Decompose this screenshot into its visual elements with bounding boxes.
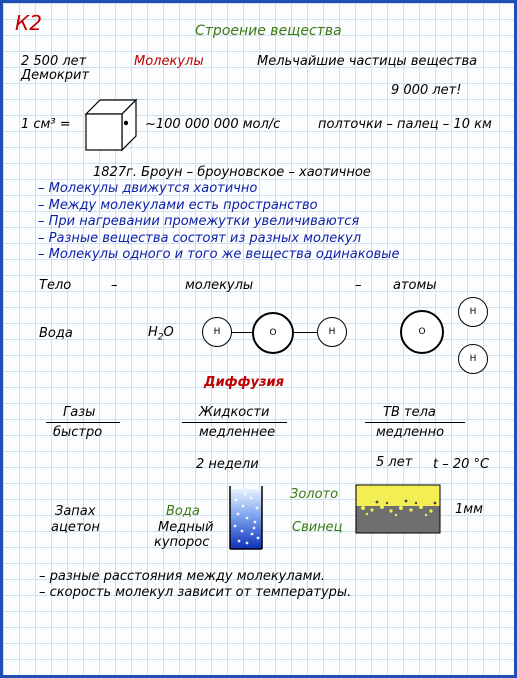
fact-item: – Между молекулами есть пространство bbox=[38, 198, 318, 213]
divider bbox=[46, 422, 120, 423]
history-definition: Мельчайшие частицы вещества bbox=[257, 54, 478, 69]
divider bbox=[365, 422, 465, 423]
speed-solid: медленно bbox=[376, 425, 445, 440]
card-number: К2 bbox=[15, 11, 42, 35]
page-title: Строение вещества bbox=[195, 23, 342, 39]
water-label: Вода bbox=[39, 326, 73, 341]
hydrogen-atom: H bbox=[202, 317, 232, 347]
gold-lead-block bbox=[355, 484, 441, 534]
state-gas: Газы bbox=[63, 405, 96, 420]
temperature: t – 20 °C bbox=[433, 457, 490, 472]
state-solid: ТВ тела bbox=[383, 405, 436, 420]
fact-item: – Разные вещества состоят из разных молекул bbox=[38, 231, 362, 246]
oxygen-atom: O bbox=[400, 310, 444, 354]
liquid-top-label: Вода bbox=[166, 504, 200, 519]
thickness-label: 1мм bbox=[455, 502, 483, 517]
gas-example-1: Запах bbox=[55, 504, 96, 519]
brown-line: 1827г. Броун – броуновское – хаотичное bbox=[93, 165, 371, 180]
cube-icon bbox=[83, 98, 139, 152]
time-liquid: 2 недели bbox=[196, 457, 259, 472]
water-formula: $H_2O$ bbox=[148, 325, 174, 343]
conclusion-item: – скорость молекул зависит от температуры. bbox=[39, 585, 352, 600]
fact-item: – При нагревании промежутки увеличиваются bbox=[38, 214, 360, 229]
hierarchy-dash: – bbox=[111, 278, 118, 293]
hierarchy-dash: – bbox=[355, 278, 362, 293]
hierarchy-atoms: атомы bbox=[393, 278, 437, 293]
history-author: Демокрит bbox=[21, 68, 90, 83]
hierarchy-body: Тело bbox=[39, 278, 72, 293]
liquid-bottom-label: купорос bbox=[154, 535, 210, 550]
hydrogen-atom: H bbox=[458, 344, 488, 374]
hierarchy-molecules: молекулы bbox=[185, 278, 254, 293]
liquid-mid-label: Медный bbox=[158, 520, 214, 535]
time-solid: 5 лет bbox=[376, 455, 413, 470]
oxygen-atom: O bbox=[252, 312, 294, 354]
size-analogy: полточки – палец – 10 км bbox=[318, 117, 492, 132]
conclusion-item: – разные расстояния между молекулами. bbox=[39, 569, 326, 584]
gas-example-2: ацетон bbox=[51, 520, 100, 535]
solid-top-label: Золото bbox=[290, 487, 339, 502]
molecule-count: ~100 000 000 мол/с bbox=[145, 117, 281, 132]
fact-item: – Молекулы одного и того же вещества одинаковые bbox=[38, 247, 400, 262]
state-liquid: Жидкости bbox=[199, 405, 270, 420]
hydrogen-atom: H bbox=[317, 317, 347, 347]
speed-gas: быстро bbox=[53, 425, 103, 440]
fact-item: – Молекулы движутся хаотично bbox=[38, 181, 258, 196]
bond-line bbox=[293, 332, 317, 333]
speed-liquid: медленнее bbox=[199, 425, 276, 440]
hydrogen-atom: H bbox=[458, 297, 488, 327]
divider bbox=[182, 422, 287, 423]
diffusion-title: Диффузия bbox=[204, 375, 284, 390]
history-years: 2 500 лет bbox=[21, 54, 87, 69]
history-term: Молекулы bbox=[134, 54, 204, 69]
history-years-2: 9 000 лет! bbox=[391, 83, 462, 98]
beaker-icon bbox=[227, 486, 265, 552]
solid-bottom-label: Свинец bbox=[292, 520, 343, 535]
cube-label: 1 см³ = bbox=[21, 117, 71, 132]
